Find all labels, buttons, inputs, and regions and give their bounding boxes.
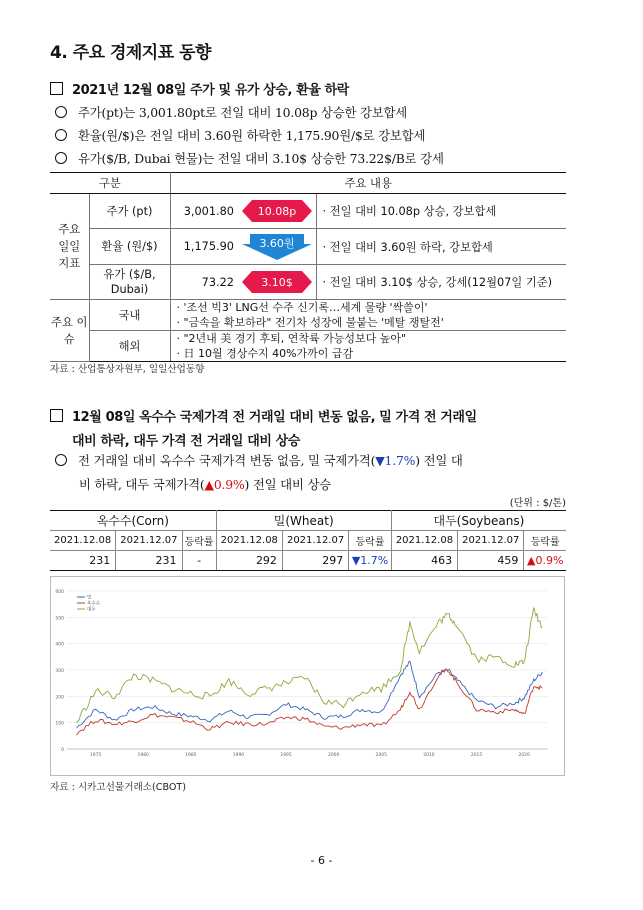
table-header-category: 구분: [50, 173, 170, 194]
topic2-heading-line2: 대비 하락, 대두 가격 전 거래일 대비 상승: [72, 434, 300, 449]
topic1-heading-text: 2021년 12월 08일 주가 및 유가 상승, 환율 하락: [72, 83, 349, 98]
change-text: 3.10$: [261, 276, 293, 289]
y-tick-label: 0: [61, 748, 64, 753]
x-tick-label: 2000: [327, 753, 340, 758]
issue-item: · '조선 빅3' LNG선 수주 신기록…세계 물량 '싹쓸이': [176, 301, 428, 314]
topic2-heading-line1: 12월 08일 옥수수 국제가격 전 거래일 대비 변동 없음, 밀 가격 전 거래일: [72, 410, 477, 425]
row-label: 유가 ($/B, Dubai): [89, 265, 170, 300]
bullet-text: 전 거래일 대비 옥수수 국제가격 변동 없음, 밀 국제가격(: [78, 453, 376, 468]
row-note: · 전일 대비 3.10$ 상승, 강세(12월07일 기준): [316, 265, 566, 300]
col-header: 등락률: [349, 531, 392, 551]
table-header-content: 주요 내용: [170, 173, 566, 194]
change-arrow: [238, 194, 316, 229]
col-header: 등락률: [182, 531, 216, 551]
group-label-issues: 주요 이슈: [50, 300, 89, 362]
bullet-text: 환율(원/$)은 전일 대비 3.60원 하락한 1,175.90원/$로 강보합세: [78, 128, 426, 143]
series-line-1: [77, 670, 543, 736]
series-line-2: [77, 608, 543, 723]
legend-label: 대두: [87, 607, 96, 613]
wheat-today: 292: [216, 551, 282, 571]
square-bullet-icon: [50, 82, 63, 95]
table1-source: 자료 : 산업통상자원부, 일일산업동향: [50, 364, 205, 375]
circle-bullet-icon: [55, 129, 67, 141]
legend-label: 옥수수: [87, 601, 101, 607]
topic1-heading: [50, 79, 349, 98]
down-arrow-icon: [242, 234, 312, 260]
row-label: 주가 (pt): [89, 194, 170, 229]
bullet-text: 주가(pt)는 3,001.80pt로 전일 대비 10.08p 상승한 강보합세: [78, 105, 408, 120]
change-arrow: [238, 229, 316, 265]
bullet-text: ) 전일 대비 상승: [244, 477, 331, 492]
topic2-heading: [50, 406, 477, 454]
col-header: 2021.12.07: [282, 531, 348, 551]
group-wheat: 밀(Wheat): [216, 511, 391, 531]
y-tick-label: 300: [55, 669, 64, 674]
row-value: 1,175.90: [170, 229, 238, 265]
x-tick-label: 2020: [518, 753, 530, 758]
soy-change-cell: ▲0.9%: [524, 551, 566, 571]
corn-change: -: [182, 551, 216, 571]
y-tick-label: 600: [55, 590, 64, 595]
group-label-indicators: 주요 일일 지표: [50, 194, 89, 300]
y-tick-label: 400: [55, 642, 64, 648]
col-header: 2021.12.08: [50, 531, 116, 551]
corn-prev: 231: [116, 551, 182, 571]
issue-label-domestic: 국내: [89, 300, 170, 331]
topic1-bullet-2: [55, 126, 425, 144]
topic1-bullet-1: [55, 103, 407, 121]
group-corn: 옥수수(Corn): [50, 511, 216, 531]
y-tick-label: 500: [55, 616, 64, 622]
topic1-bullet-3: [55, 149, 444, 167]
bullet-text: ) 전일 대: [415, 453, 463, 468]
up-arrow-icon: [242, 271, 312, 293]
col-header: 2021.12.07: [116, 531, 182, 551]
y-tick-label: 200: [55, 695, 64, 701]
issue-item: · "금속을 확보하라" 전기차 성장에 불붙는 '메탈 쟁탈전': [176, 316, 444, 329]
x-tick-label: 1975: [89, 753, 102, 758]
row-label: 환율 (원/$): [89, 229, 170, 265]
y-tick-label: 100: [55, 721, 64, 727]
chart-svg: [51, 577, 564, 775]
wheat-change: ▼1.7%: [375, 453, 416, 468]
row-note: · 전일 대비 3.60원 하락, 강보합세: [316, 229, 566, 265]
x-tick-label: 2010: [423, 753, 435, 758]
wheat-change-cell: ▼1.7%: [349, 551, 392, 571]
change-text: 10.08p: [257, 205, 296, 218]
soybean-change: ▲0.9%: [204, 477, 245, 492]
x-tick-label: 1995: [280, 753, 292, 758]
grain-price-chart: [50, 576, 565, 776]
bullet-text: 비 하락, 대두 국제가격(: [79, 477, 205, 492]
row-value: 73.22: [170, 265, 238, 300]
square-bullet-icon: [50, 409, 63, 422]
page-number: - 6 -: [310, 854, 333, 867]
x-tick-label: 1985: [185, 753, 197, 758]
corn-today: 231: [50, 551, 116, 571]
grain-price-table: [50, 510, 566, 571]
table2-unit: (단위 : $/톤): [509, 498, 566, 509]
row-value: 3,001.80: [170, 194, 238, 229]
indicator-table: [50, 172, 566, 362]
issue-item: · "2년내 美 경기 후퇴, 연착륙 가능성보다 높아": [176, 332, 407, 345]
col-header: 등락률: [524, 531, 566, 551]
circle-bullet-icon: [55, 454, 67, 466]
x-tick-label: 1980: [137, 753, 149, 758]
bullet-text: 유가($/B, Dubai 현물)는 전일 대비 3.10$ 상승한 73.22$/B로 강세: [78, 151, 444, 166]
issue-list-domestic: [170, 300, 566, 331]
legend-label: 밀: [87, 595, 92, 601]
issue-label-overseas: 해외: [89, 331, 170, 362]
group-soybeans: 대두(Soybeans): [391, 511, 566, 531]
row-note: · 전일 대비 10.08p 상승, 강보합세: [316, 194, 566, 229]
col-header: 2021.12.08: [216, 531, 282, 551]
x-tick-label: 1990: [232, 753, 245, 758]
issue-list-overseas: [170, 331, 566, 362]
section-title: 4. 주요 경제지표 동향: [50, 43, 211, 63]
circle-bullet-icon: [55, 152, 67, 164]
col-header: 2021.12.07: [458, 531, 524, 551]
col-header: 2021.12.08: [391, 531, 457, 551]
wheat-prev: 297: [282, 551, 348, 571]
chart-source: 자료 : 시카고선물거래소(CBOT): [50, 782, 187, 793]
x-tick-label: 2015: [470, 753, 483, 758]
circle-bullet-icon: [55, 106, 67, 118]
change-text: 3.60원: [259, 236, 295, 250]
change-arrow: [238, 265, 316, 300]
topic2-bullet: [55, 449, 463, 497]
up-arrow-icon: [242, 200, 312, 222]
x-tick-label: 2005: [375, 753, 388, 758]
issue-item: · 日 10월 경상수지 40%가까이 급감: [176, 347, 354, 360]
soy-today: 463: [391, 551, 457, 571]
soy-prev: 459: [458, 551, 524, 571]
